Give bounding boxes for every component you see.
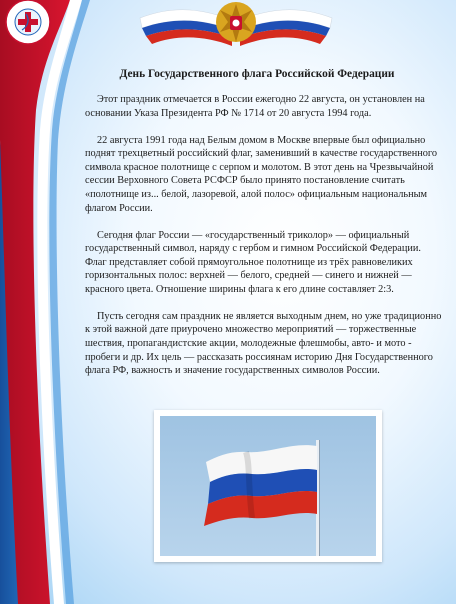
flag-photo-frame <box>154 410 382 562</box>
russian-flag-icon <box>160 416 376 556</box>
document-title: День Государственного флага Российской Федерации <box>119 68 395 80</box>
paragraph: Этот праздник отмечается в России ежегодно 22 августа, он установлен на основании Указа Президента РФ № 1714 от 20 августа 1994 года. <box>85 94 425 119</box>
paragraph: Пусть сегодня сам праздник не является выходным днем, но уже традиционно к этой важной дате приурочено множество мероприятий — торжественные шествия, пропагандистские акции, молодежные флешмобы, авто- и мото - пробеги и др. Их цель — рассказать россиянам историю Дня Государственного флага РФ, важность и значение государственных символов России. <box>85 310 442 377</box>
paragraph: 22 августа 1991 года над Белым домом в Москве впервые был официально поднят трехцветный российский флаг, заменивший в качестве государственного символа красное полотнище с серпом и молотом. В этот день на Чрезвычайной сессии Верховного Совета РСФСР было принято постановление считать «полотнище из... белой, лазоревой, алой полос» официальным национальным флагом России. <box>85 134 437 214</box>
college-logo <box>2 0 56 60</box>
paragraph: Сегодня флаг России — «государственный триколор» — официальный государственный символ, наряду с гербом и гимном Российской Федерации. Флаг представляет собой прямоугольное полотнище из трёх равновеликих горизонтальных полос: верхней — белого, средней — синего и нижней — красного цвета. Отношение ширины флага к его длине составляет 2:3. <box>85 229 421 295</box>
document-body <box>85 93 445 391</box>
coat-of-arms-icon <box>136 0 336 48</box>
